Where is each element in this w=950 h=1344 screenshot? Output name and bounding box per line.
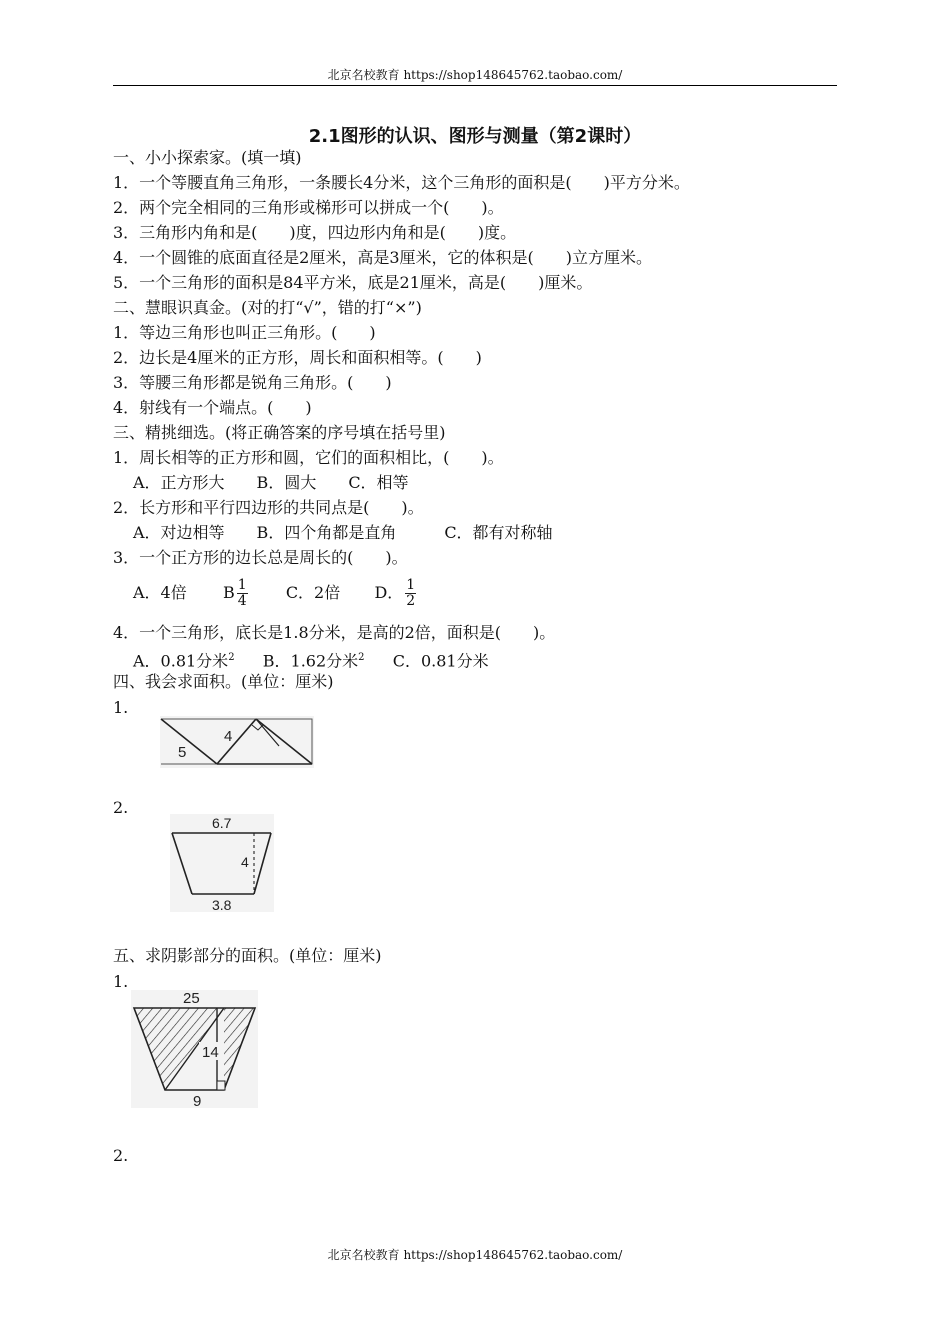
s5-item-1-number: 1. (113, 972, 129, 991)
right-angle-mark (217, 1081, 225, 1090)
option-d-label: D． (374, 583, 404, 602)
option-c: C．0.81分米 (392, 651, 489, 671)
label-height: 14 (202, 1044, 219, 1061)
option-a: A．4倍 (133, 583, 187, 602)
option-c: C．2倍 (285, 583, 341, 602)
s3-question-4: 4．一个三角形，底长是1.8分米，是高的2倍，面积是( )。 (113, 623, 556, 642)
section-4-heading: 四、我会求面积。(单位：厘米) (113, 672, 334, 691)
s2-question-4: 4．射线有一个端点。( ) (113, 398, 312, 417)
s3-question-2-options: A．对边相等 B．四个角都是直角 C．都有对称轴 (133, 523, 553, 542)
option-a: A．0.81分米 (133, 651, 229, 671)
section-3-heading: 三、精挑细选。(将正确答案的序号填在括号里) (113, 423, 446, 442)
s3-question-3: 3．一个正方形的边长总是周长的( )。 (113, 548, 408, 567)
label-height: 4 (241, 854, 249, 870)
s1-question-1: 1．一个等腰直角三角形，一条腰长4分米，这个三角形的面积是( )平方分米。 (113, 173, 690, 192)
label-4: 4 (224, 728, 233, 745)
page-header: 北京名校教育 https://shop148645762.taobao.com/ (327, 68, 623, 82)
s2-question-3: 3．等腰三角形都是锐角三角形。( ) (113, 373, 392, 392)
s1-question-3: 3．三角形内角和是( )度，四边形内角和是( )度。 (113, 223, 517, 242)
s1-question-4: 4．一个圆锥的底面直径是2厘米，高是3厘米，它的体积是( )立方厘米。 (113, 248, 653, 267)
s3-question-3-options (133, 576, 418, 610)
label-top: 6.7 (212, 815, 232, 831)
label-bottom: 3.8 (212, 897, 232, 912)
s1-question-5: 5．一个三角形的面积是84平方米，底是21厘米，高是( )厘米。 (113, 273, 593, 292)
s5-item-2-number: 2. (113, 1146, 129, 1165)
fraction-one-half: $\frac{1}{2}$ (406, 577, 416, 609)
page-title: 2.1图形的认识、图形与测量（第2课时） (308, 126, 642, 147)
header-rule (113, 85, 837, 86)
s3-question-2: 2．长方形和平行四边形的共同点是( )。 (113, 498, 424, 517)
s1-question-2: 2．两个完全相同的三角形或梯形可以拼成一个( )。 (113, 198, 504, 217)
page-footer: 北京名校教育 https://shop148645762.taobao.com/ (327, 1248, 623, 1262)
option-b: B．1.62分米 (262, 651, 359, 671)
s4-figure-1-triangles (160, 716, 314, 768)
section-5-heading: 五、求阴影部分的面积。(单位：厘米) (113, 946, 382, 965)
s4-figure-2-trapezoid (170, 814, 274, 912)
s3-question-4-options: A．0.81分米$^2$ B．1.62分米$^2$ C．0.81分米 (133, 651, 489, 671)
s4-item-2-number: 2. (113, 798, 129, 817)
s4-item-1-number: 1. (113, 698, 129, 717)
s2-question-1: 1．等边三角形也叫正三角形。( ) (113, 323, 376, 342)
section-2-heading: 二、慧眼识真金。(对的打“√”，错的打“×”) (113, 298, 422, 317)
label-5: 5 (178, 744, 187, 761)
label-top: 25 (183, 990, 200, 1007)
s3-question-1-options: A．正方形大 B．圆大 C．相等 (133, 473, 409, 492)
option-b-label: B (222, 583, 235, 602)
s2-question-2: 2．边长是4厘米的正方形，周长和面积相等。( ) (113, 348, 482, 367)
label-bottom: 9 (193, 1093, 202, 1108)
s5-figure-1-shaded-trapezoid (131, 990, 258, 1108)
fraction-one-quarter: $\frac{1}{4}$ (237, 577, 247, 609)
s3-question-1: 1．周长相等的正方形和圆，它们的面积相比，( )。 (113, 448, 504, 467)
section-1-heading: 一、小小探索家。(填一填) (113, 148, 302, 167)
